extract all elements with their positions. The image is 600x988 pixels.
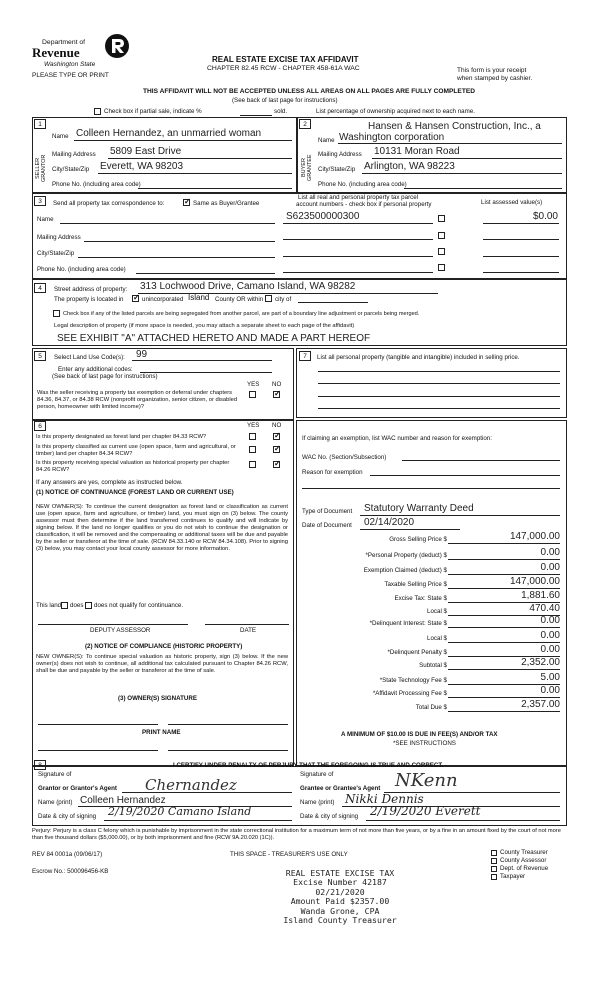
tax-value-2[interactable]: 0.00 xyxy=(540,562,560,573)
partial-sale-label: Check box if partial sale, indicate % xyxy=(104,108,202,115)
warning-text: THIS AFFIDAVIT WILL NOT BE ACCEPTED UNLESS ALL AREAS ON ALL PAGES ARE FULLY COMPLETED xyxy=(143,88,476,95)
s6-q3-yes[interactable] xyxy=(249,461,256,468)
buyer-city[interactable]: Arlington, WA 98223 xyxy=(364,161,455,172)
tax-line-2 xyxy=(448,574,560,575)
tax-line-3 xyxy=(448,588,560,589)
tax-value-7[interactable]: 0.00 xyxy=(540,630,560,641)
rev-number: REV 84 0001a (09/06/17) xyxy=(32,851,103,858)
wac-label: WAC No. (Section/Subsection) xyxy=(302,454,387,461)
parcel-line-4[interactable] xyxy=(283,272,433,273)
doc-date[interactable]: 02/14/2020 xyxy=(364,517,415,528)
personal-property-checkbox-2[interactable] xyxy=(438,232,445,239)
tax-label-4: Excise Tax: State $ xyxy=(394,595,447,602)
grantor-sig-line xyxy=(122,792,292,793)
grantee-date-label: Date & city of signing xyxy=(300,813,359,820)
personal-property-label: List all personal property (tangible and intangible) included in selling price. xyxy=(317,354,520,361)
print-name-label: PRINT NAME xyxy=(142,729,181,736)
parcel-line-3[interactable] xyxy=(283,256,433,257)
grantor-name[interactable]: Colleen Hernandez xyxy=(80,795,166,806)
receipt-note-2: when stamped by cashier. xyxy=(457,75,533,82)
receipt-note-1: This form is your receipt xyxy=(457,67,527,74)
corr-name-line[interactable] xyxy=(60,223,275,224)
buyer-name[interactable]: Washington corporation xyxy=(339,132,445,143)
assessed-header: List assessed value(s) xyxy=(481,199,543,206)
owner-signature-label: (3) OWNER(S) SIGNATURE xyxy=(118,695,197,702)
seller-name[interactable]: Colleen Hernandez, an unmarried woman xyxy=(76,128,262,139)
same-as-buyer-label: Same as Buyer/Grantee xyxy=(193,200,260,207)
if-any-yes: If any answers are yes, complete as instructed below. xyxy=(36,479,183,486)
s5-q1-yes[interactable] xyxy=(249,391,256,398)
treasurer-stamp xyxy=(268,869,412,926)
continuance-title: (1) NOTICE OF CONTINUANCE (FOREST LAND OR CURRENT USE) xyxy=(36,489,234,496)
s6-q1-no[interactable] xyxy=(273,433,280,440)
assessed-line-2[interactable] xyxy=(483,239,559,240)
tax-label-8: *Delinquent Penalty $ xyxy=(387,649,447,656)
does-not-label: does not qualify for continuance. xyxy=(94,602,184,609)
buyer-name-label: Name xyxy=(318,137,335,144)
certify-statement: I CERTIFY UNDER PENALTY OF PERJURY THAT THE FOREGOING IS TRUE AND CORRECT. xyxy=(173,762,444,769)
doc-date-label: Date of Document xyxy=(302,522,352,529)
tax-value-6[interactable]: 0.00 xyxy=(540,615,560,626)
s5-question-1: Was the seller receiving a property tax exemption or deferral under chapters 84.36, 84.37, or 84.38 RCW (nonprofit organization, senior citizen, or disabled person, homeowner with limited income)? xyxy=(37,390,238,411)
seller-side-label: SELLER GRANTOR xyxy=(35,154,48,182)
seller-phone-label: Phone No. (including area code) xyxy=(52,181,141,188)
sold-label: sold. xyxy=(274,108,288,115)
s6-q2-yes[interactable] xyxy=(249,446,256,453)
assessed-line-1 xyxy=(483,223,559,224)
see-back: (See back of last page for instructions) xyxy=(232,97,338,104)
tax-value-12[interactable]: 2,357.00 xyxy=(521,699,560,710)
s5-yes-header: YES xyxy=(247,381,260,388)
additional-codes-line[interactable] xyxy=(140,372,272,373)
tax-value-5[interactable]: 470.40 xyxy=(529,603,560,614)
parcel-number[interactable]: S623500000300 xyxy=(286,211,360,222)
send-correspondence-label: Send all property tax correspondence to: xyxy=(53,200,165,207)
s6-no-header: NO xyxy=(272,422,282,429)
tax-label-0: Gross Selling Price $ xyxy=(389,536,447,543)
same-as-buyer-checkbox[interactable] xyxy=(183,199,190,206)
treasurer-space: THIS SPACE - TREASURER'S USE ONLY xyxy=(230,851,348,858)
this-land-label: This land xyxy=(36,602,62,609)
land-use-label: Select Land Use Code(s): xyxy=(54,354,125,361)
tax-label-7: Local $ xyxy=(427,635,447,642)
grantee-signature[interactable]: NKenn xyxy=(395,770,458,791)
escrow-number: Escrow No.: 500096456-KB xyxy=(32,868,109,875)
legal-description[interactable]: SEE EXHIBIT "A" ATTACHED HERETO AND MADE A PART HEREOF xyxy=(57,333,371,344)
pp-line-3[interactable] xyxy=(318,396,560,397)
personal-property-checkbox-1[interactable] xyxy=(438,215,445,222)
tax-value-3[interactable]: 147,000.00 xyxy=(509,576,560,587)
copy-checkbox-0[interactable] xyxy=(491,850,497,856)
wac-line[interactable] xyxy=(402,460,560,461)
reason-line[interactable] xyxy=(370,475,560,476)
located-label: The property is located in xyxy=(54,296,124,303)
reason-line-2[interactable] xyxy=(302,488,560,489)
stamp-line-3: 02/21/2020 xyxy=(315,886,365,897)
tax-line-1 xyxy=(448,559,560,560)
legal-desc-label: Legal description of property (if more space is needed, you may attach a separate sheet to each page of the affidavit) xyxy=(54,323,355,329)
stamp-line-1: REAL ESTATE EXCISE TAX xyxy=(285,868,395,878)
assessed-line-3[interactable] xyxy=(483,256,559,257)
s6-question-3: Is this property receiving special valuation as historical property per chapter 84.26 RCW? xyxy=(36,460,230,474)
form-chapter: CHAPTER 82.45 RCW - CHAPTER 458-61A WAC xyxy=(207,65,360,72)
county-within-label: County OR within xyxy=(215,296,264,303)
owner-sig-line-2[interactable] xyxy=(168,724,288,725)
copy-checkbox-2[interactable] xyxy=(491,866,497,872)
grantee-agent-label: Grantee or Grantee's Agent xyxy=(300,785,381,792)
seller-name-line xyxy=(74,140,292,141)
see-instructions: *SEE INSTRUCTIONS xyxy=(393,740,456,747)
form-title: REAL ESTATE EXCISE TAX AFFIDAVIT xyxy=(212,55,359,64)
corr-mail-label: Mailing Address xyxy=(37,234,81,241)
section-1-number: 1 xyxy=(34,119,46,129)
city-of-checkbox[interactable] xyxy=(265,295,272,302)
tax-label-6: *Delinquent Interest: State $ xyxy=(369,620,447,627)
doc-type-line xyxy=(360,515,560,516)
grantee-date-line xyxy=(366,820,560,821)
personal-property-checkbox-4[interactable] xyxy=(438,264,445,271)
city-of-label: city of xyxy=(275,296,292,303)
revenue-word: Revenue xyxy=(32,45,80,60)
seller-phone-line[interactable] xyxy=(138,188,292,189)
parcel-line-2[interactable] xyxy=(283,239,433,240)
corr-mail-line[interactable] xyxy=(84,241,275,242)
parcel-header-1: List all real and personal property tax parcel xyxy=(298,194,419,201)
copy-label-3: Taxpayer xyxy=(500,873,526,880)
minimum-due-text: A MINIMUM OF $10.00 IS DUE IN FEE(S) AND/OR TAX xyxy=(341,731,498,738)
seller-addr-label: Mailing Address xyxy=(52,151,96,158)
doc-type-label: Type of Document xyxy=(302,508,353,515)
stamp-line-6: Island County Treasurer xyxy=(283,915,397,926)
tax-line-0 xyxy=(448,543,560,544)
tax-value-10[interactable]: 5.00 xyxy=(540,672,560,683)
tax-label-12: Total Due $ xyxy=(415,704,447,711)
unincorporated-checkbox[interactable] xyxy=(132,295,139,302)
segregate-checkbox[interactable] xyxy=(53,310,60,317)
reason-label: Reason for exemption xyxy=(302,469,363,476)
s6-q1-yes[interactable] xyxy=(249,433,256,440)
s6-question-2: Is this property classified as current use (open space, farm and agricultural, or timber) land per chapter 84.34 RCW? xyxy=(36,444,236,458)
tax-label-5: Local $ xyxy=(427,608,447,615)
s6-q3-no[interactable] xyxy=(273,461,280,468)
property-street[interactable]: 313 Lochwood Drive, Camano Island, WA 98282 xyxy=(140,281,356,292)
street-label: Street address of property: xyxy=(54,286,128,293)
corr-phone-line[interactable] xyxy=(136,273,275,274)
tax-label-2: Exemption Claimed (deduct) $ xyxy=(363,567,447,574)
s5-q1-no[interactable] xyxy=(273,391,280,398)
parcel-header-2: account numbers - check box if personal property xyxy=(296,201,432,208)
tax-value-9[interactable]: 2,352.00 xyxy=(521,657,560,668)
buyer-phone-label: Phone No. (including area code) xyxy=(318,181,407,188)
tax-value-0[interactable]: 147,000.00 xyxy=(509,531,560,542)
seller-city-line xyxy=(98,173,292,174)
copy-checkbox-3[interactable] xyxy=(491,874,497,880)
deputy-assessor-line[interactable] xyxy=(38,624,188,625)
buyer-side-label: BUYER GRANTEE xyxy=(301,154,314,182)
tax-line-9 xyxy=(448,669,560,670)
s5-see-back: (See back of last page for instructions) xyxy=(52,373,158,380)
tax-label-11: *Affidavit Processing Fee $ xyxy=(372,690,447,697)
personal-property-checkbox-3[interactable] xyxy=(438,248,445,255)
grantor-sig-of: Signature of xyxy=(38,771,72,778)
grantee-sig-of: Signature of xyxy=(300,771,334,778)
tax-value-4[interactable]: 1,881.60 xyxy=(521,590,560,601)
tax-label-3: Taxable Selling Price $ xyxy=(384,581,447,588)
tax-line-12 xyxy=(448,711,560,712)
section-4-number: 4 xyxy=(34,283,46,293)
tax-label-9: Subtotal $ xyxy=(419,662,447,669)
buyer-name-line1[interactable]: Hansen & Hansen Construction, Inc., a xyxy=(368,121,541,132)
pp-line-1[interactable] xyxy=(318,371,560,372)
continuance-text: NEW OWNER(S): To continue the current designation as forest land or classification as current use (open space, farm and agriculture, or timber) land, you must sign on (3) below. The county assessor must then determine if the land transferred continues to qualify and will indicate by signing below. If the land no longer qualifies or you do not wish to continue the designation or classification, it will be removed and the compensating or additional taxes will be due and payable by the seller or transferor at the time of sale. (RCW 84.33.140 or RCW 84.34.108). Prior to signing (3) below, you may contact your local county assessor for more information. xyxy=(36,504,288,553)
grantor-date-city[interactable]: 2/19/2020 Camano Island xyxy=(108,805,252,818)
section-3-number: 3 xyxy=(34,196,46,206)
stamp-line-5: Wanda Grone, CPA xyxy=(300,905,380,916)
buyer-name-line xyxy=(338,143,562,144)
historic-text: NEW OWNER(S): To continue special valuation as historic property, sign (3) below. If the new owner(s) does not wish to continue, all additional tax calculated pursuant to Chapter 84.26 RCW, shall be due and payable by the seller or transferor at the time of sale. xyxy=(36,654,288,675)
section-6-number: 6 xyxy=(34,421,46,431)
corr-city-line[interactable] xyxy=(78,257,275,258)
partial-pct-line[interactable] xyxy=(240,115,272,116)
city-of-line[interactable] xyxy=(298,302,368,303)
doc-type[interactable]: Statutory Warranty Deed xyxy=(364,503,474,514)
deputy-assessor-label: DEPUTY ASSESSOR xyxy=(90,627,151,634)
grantee-name[interactable]: Nikki Dennis xyxy=(345,792,424,806)
section-8-number: 8 xyxy=(34,760,46,770)
additional-codes-label: Enter any additional codes: xyxy=(58,366,133,373)
seller-address[interactable]: 5809 East Drive xyxy=(110,146,182,157)
seller-name-label: Name xyxy=(52,133,69,140)
section-5-number: 5 xyxy=(34,351,46,361)
stamp-line-2: Excise Number 42187 xyxy=(293,877,387,888)
historic-title: (2) NOTICE OF COMPLIANCE (HISTORIC PROPERTY) xyxy=(85,643,243,650)
tax-value-11[interactable]: 0.00 xyxy=(540,685,560,696)
county-name[interactable]: Island xyxy=(188,293,210,302)
pp-line-2[interactable] xyxy=(318,383,560,384)
grantor-agent-label: Grantor or Grantor's Agent xyxy=(38,785,117,792)
grantee-date-city[interactable]: 2/19/2020 Everett xyxy=(370,804,481,818)
corr-city-label: City/State/Zip xyxy=(37,250,75,257)
doc-date-line xyxy=(360,529,460,530)
section-7-number: 7 xyxy=(299,351,311,361)
perjury-text: Perjury: Perjury is a class C felony which is punishable by imprisonment in the state correctional institution for a maximum term of not more than five years, or by a fine in an amount fixed by the court of not more than five thousand dollars ($5,000.00), or by both imprisonment and fine (RCW 9A.20.020 (1C)). xyxy=(32,828,561,841)
buyer-phone-line[interactable] xyxy=(404,188,562,189)
buyer-addr-label: Mailing Address xyxy=(318,151,362,158)
pp-line-4[interactable] xyxy=(318,408,560,409)
grantor-name-label: Name (print) xyxy=(38,799,73,806)
tax-line-11 xyxy=(448,697,560,698)
corr-name-label: Name xyxy=(37,216,54,223)
buyer-address[interactable]: 10131 Moran Road xyxy=(374,146,460,157)
street-line xyxy=(138,293,438,294)
does-label: does xyxy=(70,602,84,609)
pct-instruction: List percentage of ownership acquired next to each name. xyxy=(316,108,475,115)
print-name-line-2[interactable] xyxy=(168,750,288,751)
tax-value-8[interactable]: 0.00 xyxy=(540,644,560,655)
buyer-city-line xyxy=(362,173,562,174)
tax-value-1[interactable]: 0.00 xyxy=(540,547,560,558)
tax-line-7 xyxy=(448,642,560,643)
unincorporated-label: unincorporated xyxy=(142,296,184,303)
grantor-date-label: Date & city of signing xyxy=(38,813,97,820)
dept-of: Department of xyxy=(42,39,86,46)
grantor-signature[interactable]: Chernandez xyxy=(145,776,237,794)
s6-question-1: Is this property designated as forest land per chapter 84.33 RCW? xyxy=(36,434,207,440)
revenue-logo-icon xyxy=(104,33,130,59)
exemption-label: If claiming an exemption, list WAC number and reason for exemption: xyxy=(302,435,492,442)
segregate-label: Check box if any of the listed parcels are being segregated from another parcel, are part of a boundary line adjustment or parcels being merged. xyxy=(63,311,420,317)
land-use-code[interactable]: 99 xyxy=(136,349,148,360)
grantee-name-label: Name (print) xyxy=(300,799,335,806)
assessed-value[interactable]: $0.00 xyxy=(532,211,558,222)
deputy-date-label: DATE xyxy=(240,627,257,634)
assessed-line-4[interactable] xyxy=(483,272,559,273)
parcel-line-1 xyxy=(283,223,433,224)
deputy-date-line[interactable] xyxy=(205,624,289,625)
s6-yes-header: YES xyxy=(247,422,260,429)
land-use-line xyxy=(132,360,272,361)
copy-label-1: County Assessor xyxy=(500,857,547,864)
copy-checkbox-1[interactable] xyxy=(491,858,497,864)
partial-sale-checkbox[interactable] xyxy=(94,108,101,115)
tax-label-10: *State Technology Fee $ xyxy=(379,677,447,684)
grantor-date-line xyxy=(104,820,292,821)
type-or-print: PLEASE TYPE OR PRINT xyxy=(32,72,109,79)
does-not-qualify-checkbox[interactable] xyxy=(85,602,92,609)
copy-label-0: County Treasurer xyxy=(500,849,548,856)
stamp-line-4: Amount Paid $2357.00 xyxy=(290,896,390,907)
corr-phone-label: Phone No. (including area code) xyxy=(37,266,126,273)
section-2-number: 2 xyxy=(299,119,311,129)
print-name-line-1[interactable] xyxy=(38,750,158,751)
owner-sig-line-1[interactable] xyxy=(38,724,158,725)
seller-addr-line xyxy=(108,158,292,159)
tax-label-1: *Personal Property (deduct) $ xyxy=(365,552,447,559)
washington-state: Washington State xyxy=(44,61,96,68)
buyer-city-label: City/State/Zip xyxy=(318,166,356,173)
s6-q2-no[interactable] xyxy=(273,446,280,453)
buyer-addr-line xyxy=(372,158,562,159)
copy-label-2: Dept. of Revenue xyxy=(500,865,549,872)
seller-city[interactable]: Everett, WA 98203 xyxy=(100,161,184,172)
tax-line-6 xyxy=(448,627,560,628)
seller-city-label: City/State/Zip xyxy=(52,166,90,173)
does-qualify-checkbox[interactable] xyxy=(61,602,68,609)
s5-no-header: NO xyxy=(272,381,282,388)
